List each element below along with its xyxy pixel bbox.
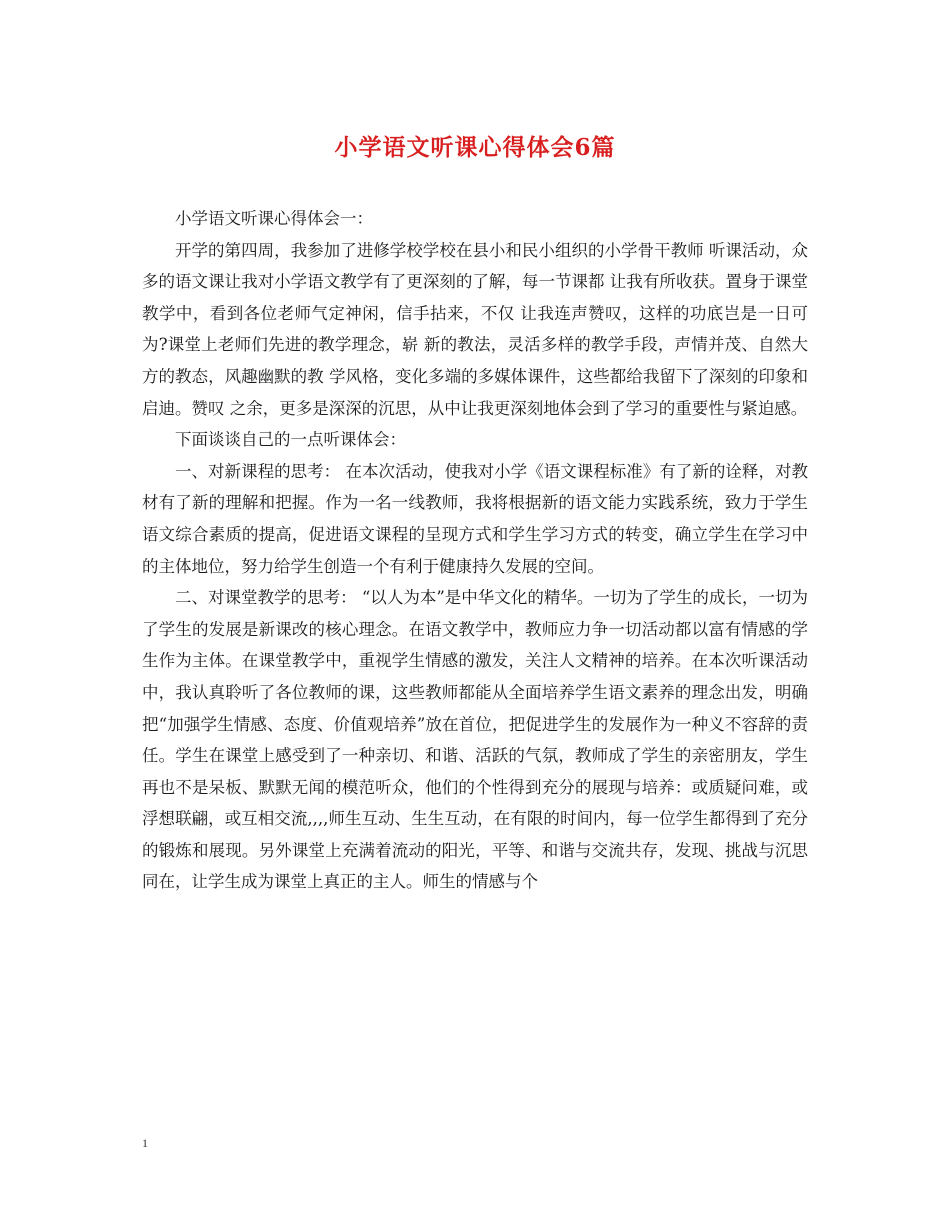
document-title: 小学语文听课心得体会6篇 xyxy=(334,134,616,161)
paragraph-classroom-teaching: 二、对课堂教学的思考： “以人为本”是中华文化的精华。一切为了学生的成长，一切为了学生的发展是新课改的核心理念。在语文教学中，教师应力争一切活动都以富有情感的学生作为主体。在课堂教学中，重视学生情感的激发，关注人文精神的培养。在本次听课活动中，我认真聆听了各位教师的课，这些教师都能从全面培养学生语文素养的理念出发，明确把“加强学生情感、态度、价值观培养”放在首位，把促进学生的发展作为一种义不容辞的责任。学生在课堂上感受到了一种亲切、和谐、活跃的气氛，教师成了学生的亲密朋友，学生再也不是呆板、默默无闻的模范听众，他们的个性得到充分的展现与培养：或质疑问难，或浮想联翩，或互相交流,,,,师生互动、生生互动，在有限的时间内，每一位学生都得到了充分的锻炼和展现。另外课堂上充满着流动的阳光，平等、和谐与交流共存，发现、挑战与沉思同在，让学生成为课堂上真正的主人。师生的情感与个 xyxy=(142,588,808,892)
page-number: 1 xyxy=(142,1136,148,1150)
paragraph-subheading: 下面谈谈自己的一点听课体会： xyxy=(175,430,406,450)
paragraph-new-curriculum: 一、对新课程的思考： 在本次活动，使我对小学《语文课程标准》有了新的诠释，对教材有了新的理解和把握。作为一名一线教师，我将根据新的语文能力实践系统，致力于学生语文综合素质的提高，促进语文课程的呈现方式和学生学习方式的转变，确立学生在学习中的主体地位，努力给学生创造一个有利于健康持久发展的空间。 xyxy=(142,461,808,576)
document-body xyxy=(142,203,808,898)
paragraph-intro: 开学的第四周，我参加了进修学校学校在县小和民小组织的小学骨干教师 听课活动，众多的语文课让我对小学语文教学有了更深刻的了解，每一节课都 让我有所收获。置身于课堂教学中，看到各位老师气定神闲，信手拈来，不仅 让我连声赞叹，这样的功底岂是一日可为?课堂上老师们先进的教学理念，崭 新的教法，灵活多样的教学手段，声情并茂、自然大方的教态，风趣幽默的教 学风格，变化多端的多媒体课件，这些都给我留下了深刻的印象和启迪。赞叹 之余，更多是深深的沉思，从中让我更深刻地体会到了学习的重要性与紧迫感。 xyxy=(142,240,808,418)
paragraph-section-heading: 小学语文听课心得体会一： xyxy=(175,209,373,228)
